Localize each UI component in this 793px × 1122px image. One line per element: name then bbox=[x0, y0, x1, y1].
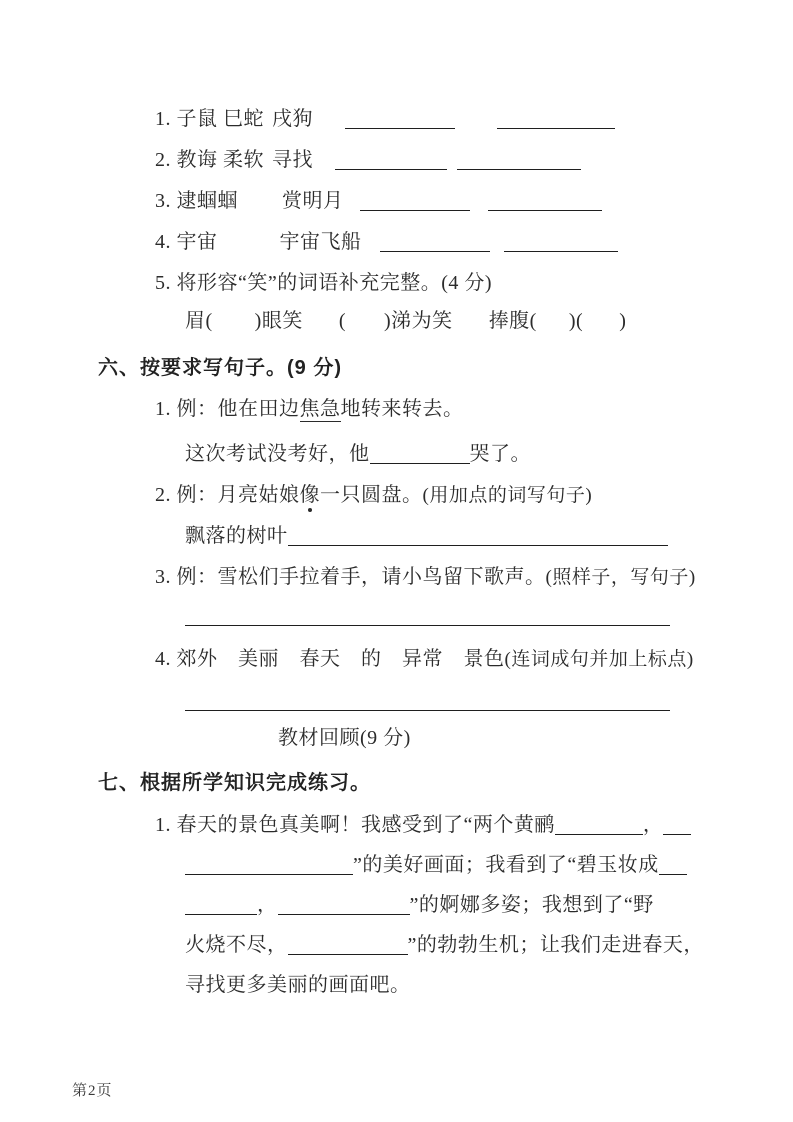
answer-blank bbox=[370, 445, 470, 464]
answer-blank bbox=[185, 856, 353, 875]
item-5-title: 5. 将形容“笑”的词语补充完整。(4 分) bbox=[155, 272, 493, 294]
section6-item-2-answer-line: 飘落的树叶 bbox=[185, 523, 668, 549]
answer-blank bbox=[288, 936, 408, 955]
section7-paragraph-line-3: ， ”的婀娜多姿；我想到了“野 bbox=[185, 892, 654, 918]
answer-blank bbox=[663, 816, 691, 835]
page-number: 第2页 bbox=[72, 1083, 113, 1099]
section-7-header: 七、根据所学知识完成练习。 bbox=[98, 772, 371, 794]
section6-item-1-example: 1. 例：他在田边焦急地转来转去。 bbox=[155, 398, 464, 420]
answer-blank bbox=[185, 692, 670, 711]
answer-blank bbox=[360, 192, 470, 211]
section7-paragraph-line-1: 1. 春天的景色真美啊！我感受到了“两个黄鹂 ， bbox=[155, 812, 691, 838]
section6-item-4-words: 4. 郊外 美丽 春天 的 异常 景色(连词成句并加上标点) bbox=[155, 648, 694, 670]
answer-blank bbox=[278, 896, 410, 915]
answer-blank bbox=[335, 151, 447, 170]
review-section-title: 教材回顾(9 分) bbox=[278, 727, 411, 749]
section7-paragraph-line-5: 寻找更多美丽的画面吧。 bbox=[185, 974, 411, 996]
answer-blank bbox=[497, 110, 615, 129]
answer-blank bbox=[457, 151, 581, 170]
item-5-fill-blanks: 眉( )眼笑 ( )涕为笑 捧腹( )( ) bbox=[185, 310, 627, 332]
answer-blank bbox=[345, 110, 455, 129]
answer-blank bbox=[555, 816, 643, 835]
section-6-header: 六、按要求写句子。(9 分) bbox=[98, 357, 342, 379]
word-pair-row-2: 2. 教诲 柔软 寻找 bbox=[155, 147, 581, 173]
section7-paragraph-line-4: 火烧不尽， ”的勃勃生机；让我们走进春天， bbox=[185, 934, 704, 956]
section6-item-1-answer-line: 这次考试没考好，他 哭了。 bbox=[185, 443, 531, 465]
answer-blank bbox=[488, 192, 602, 211]
section6-item-2-example: 2. 例：月亮姑娘像一只圆盘。(用加点的词写句子) bbox=[155, 484, 593, 506]
answer-blank bbox=[288, 527, 668, 546]
answer-blank bbox=[504, 233, 618, 252]
word-pair-row-4: 4. 宇宙 宇宙飞船 bbox=[155, 229, 618, 255]
answer-blank bbox=[185, 607, 670, 626]
answer-blank bbox=[659, 856, 687, 875]
section7-paragraph-line-2: ”的美好画面；我看到了“碧玉妆成 bbox=[185, 852, 687, 878]
word-pair-row-1: 1. 子鼠 巳蛇 戌狗 bbox=[155, 106, 615, 132]
answer-blank bbox=[380, 233, 490, 252]
section6-item-3-answer-line bbox=[185, 603, 670, 629]
answer-blank bbox=[185, 896, 257, 915]
section6-item-3-example: 3. 例：雪松们手拉着手，请小鸟留下歌声。(照样子，写句子) bbox=[155, 566, 696, 588]
section6-item-4-answer-line bbox=[185, 688, 670, 714]
word-pair-row-3: 3. 逮蝈蝈 赏明月 bbox=[155, 188, 602, 214]
